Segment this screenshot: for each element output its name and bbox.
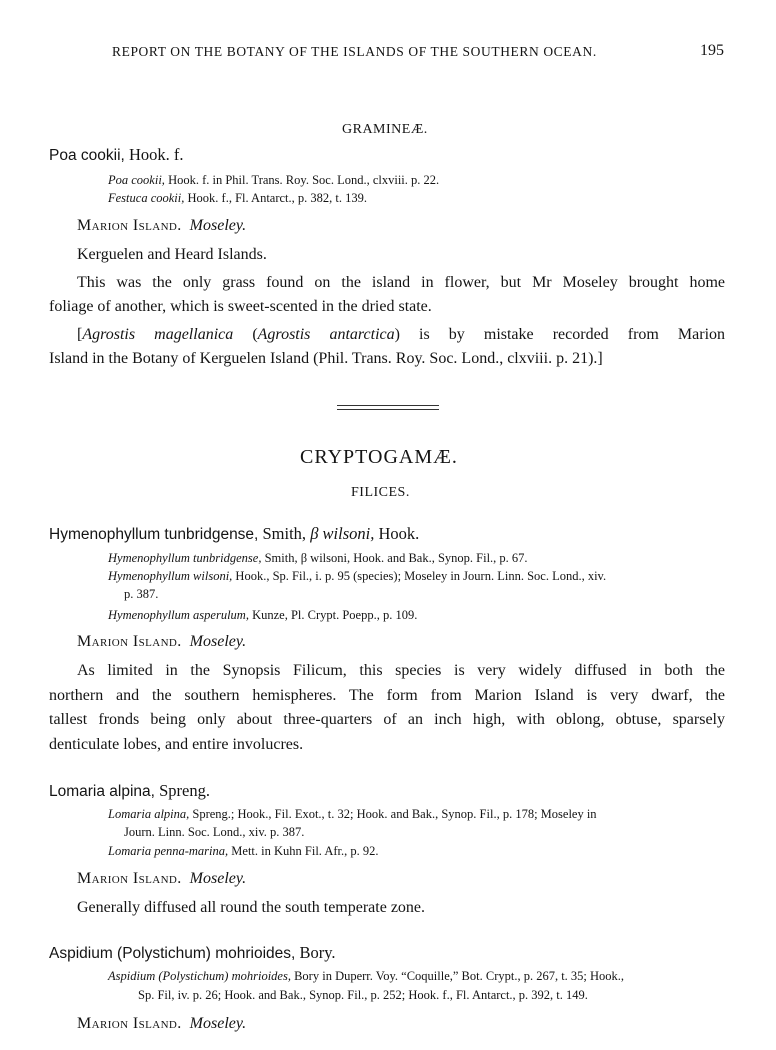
genus-name: Lomaria alpina, [49, 783, 155, 800]
species-title-aspidium [49, 943, 336, 963]
reference-line [124, 587, 158, 602]
note-line: northern and the southern hemispheres. The form from Marion Island is very dwarf, the [49, 687, 725, 704]
location-line [77, 1015, 246, 1033]
divider-rule [337, 405, 439, 406]
taxon-name: Agrostis magellanica [82, 326, 234, 343]
author: Smith, [258, 524, 311, 543]
ref-name: Festuca cookii, [108, 191, 185, 205]
bracket-text: ) is by mistake recorded from Marion [394, 326, 726, 343]
collector-name: Moseley. [189, 217, 247, 234]
note-line: foliage of another, which is sweet-scented in the dried state. [49, 298, 432, 315]
ref-text: Hook. f., Fl. Antarct., p. 382, t. 139. [184, 191, 368, 205]
ref-name: Hymenophyllum tunbridgense, [108, 551, 262, 565]
running-header: REPORT ON THE BOTANY OF THE ISLANDS OF THE SOUTHERN OCEAN. [112, 44, 597, 59]
section-subheading-filices: FILICES. [351, 485, 410, 500]
location-name: Marion Island. [77, 1015, 182, 1032]
collector-name: Moseley. [189, 1015, 247, 1032]
location-name: Marion Island. [77, 870, 182, 887]
collector-name: Moseley. [189, 870, 247, 887]
note-line: denticulate lobes, and entire involucres. [49, 736, 304, 753]
species-title-lomaria [49, 781, 210, 801]
reference-line [108, 551, 528, 566]
bracket-note-line: Island in the Botany of Kerguelen Island (Phil. Trans. Roy. Soc. Lond., clxviii. p. 21).] [49, 350, 603, 367]
ref-text: Journ. Linn. Soc. Lond., xiv. p. 387. [124, 825, 305, 839]
taxon-name: Agrostis antarctica [257, 326, 395, 343]
section-heading-cryptogamae: CRYPTOGAMÆ. [300, 446, 458, 468]
reference-line [108, 191, 367, 206]
ref-text: p. 387. [124, 587, 159, 601]
author: Hook. f. [124, 145, 184, 164]
species-title-poa [49, 145, 184, 165]
bracket-text: ( [233, 326, 258, 343]
reference-line [124, 825, 304, 840]
note-line: This was the only grass found on the island in flower, but Mr Moseley brought home [77, 274, 725, 291]
location-line [77, 217, 246, 235]
ref-name: Lomaria penna-marina, [108, 844, 229, 858]
ref-text: Sp. Fil, iv. p. 26; Hook. and Bak., Synop. Fil., p. 252; Hook. f., Fl. Antarct., p. 392, t. 149. [138, 988, 588, 1002]
species-title-hymenophyllum [49, 524, 419, 544]
ref-name: Aspidium (Polystichum) mohrioides, [108, 969, 291, 983]
note-line: As limited in the Synopsis Filicum, this species is very widely diffused in both the [77, 662, 725, 679]
location-line [77, 633, 246, 651]
reference-line [108, 173, 439, 188]
location-name: Marion Island. [77, 217, 182, 234]
ref-text: Spreng.; Hook., Fil. Exot., t. 32; Hook. and Bak., Synop. Fil., p. 178; Moseley in [189, 807, 597, 821]
reference-line [138, 988, 588, 1003]
distribution-text: Generally diffused all round the south temperate zone. [77, 899, 426, 916]
divider-rule [337, 409, 439, 410]
reference-line [108, 807, 597, 822]
ref-text: Mett. in Kuhn Fil. Afr., p. 92. [228, 844, 379, 858]
distribution-text: Kerguelen and Heard Islands. [77, 246, 267, 263]
location-name: Marion Island. [77, 633, 182, 650]
reference-line [108, 569, 606, 584]
ref-name: Lomaria alpina, [108, 807, 190, 821]
reference-line [108, 844, 379, 859]
genus-name: Aspidium (Polystichum) mohrioides, [49, 945, 296, 962]
ref-name: Poa cookii, [108, 173, 165, 187]
bracket-open: [ [77, 326, 83, 343]
ref-text: Kunze, Pl. Crypt. Poepp., p. 109. [248, 608, 418, 622]
author: Hook. [374, 524, 420, 543]
ref-text: Hook., Sp. Fil., i. p. 95 (species); Moseley in Journ. Linn. Soc. Lond., xiv. [232, 569, 607, 583]
collector-name: Moseley. [189, 633, 247, 650]
genus-name: Hymenophyllum tunbridgense, [49, 526, 259, 543]
genus-name: Poa cookii, [49, 147, 125, 164]
location-line [77, 870, 246, 888]
page-number: 195 [700, 42, 724, 59]
ref-text: Smith, β wilsoni, Hook. and Bak., Synop. Fil., p. 67. [261, 551, 528, 565]
author: Spreng. [154, 781, 210, 800]
ref-text: Hook. f. in Phil. Trans. Roy. Soc. Lond., clxviii. p. 22. [164, 173, 440, 187]
reference-line [108, 969, 624, 984]
author: Bory. [295, 943, 336, 962]
section-heading-gramineae: GRAMINEÆ. [342, 122, 428, 137]
ref-name: Hymenophyllum wilsoni, [108, 569, 233, 583]
reference-line [108, 608, 417, 623]
variety-name: β wilsoni, [310, 524, 375, 543]
ref-name: Hymenophyllum asperulum, [108, 608, 249, 622]
bracket-note-line [77, 326, 725, 344]
note-line: tallest fronds being only about three-quarters of an inch high, with oblong, obtuse, sparsely [49, 711, 725, 728]
ref-text: Bory in Duperr. Voy. “Coquille,” Bot. Crypt., p. 267, t. 35; Hook., [290, 969, 625, 983]
